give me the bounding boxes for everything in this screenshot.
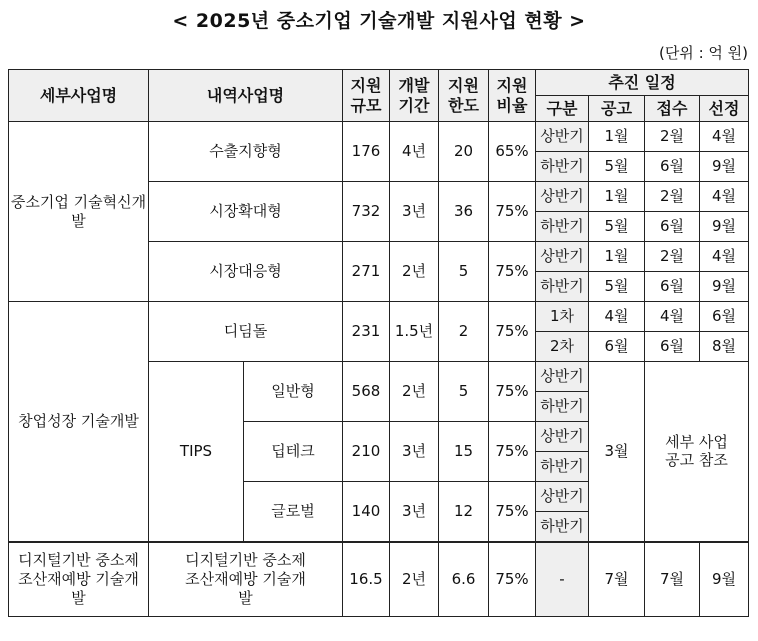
- header-division: 구분: [536, 96, 589, 122]
- period-cell: 2년: [390, 362, 439, 422]
- division-cell: 상반기: [536, 362, 589, 392]
- program-startup: 창업성장 기술개발: [9, 302, 149, 542]
- unit-label: (단위 : 억 원): [658, 44, 748, 62]
- division-cell: 상반기: [536, 422, 589, 452]
- receipt-cell: 6월: [645, 272, 700, 302]
- header-notice: 공고: [589, 96, 645, 122]
- notice-cell: 7월: [589, 542, 645, 617]
- division-cell: 하반기: [536, 152, 589, 182]
- ratio-cell: 75%: [489, 182, 536, 242]
- notice-cell: 1월: [589, 182, 645, 212]
- ratio-cell: 75%: [489, 362, 536, 422]
- limit-cell: 5: [439, 242, 489, 302]
- period-cell: 1.5년: [390, 302, 439, 362]
- division-cell: 상반기: [536, 122, 589, 152]
- scale-cell: 210: [343, 422, 390, 482]
- receipt-cell: 2월: [645, 242, 700, 272]
- header-scale: 지원 규모: [343, 70, 390, 122]
- receipt-cell: 6월: [645, 152, 700, 182]
- division-cell: 상반기: [536, 182, 589, 212]
- receipt-cell: 2월: [645, 182, 700, 212]
- division-cell: 하반기: [536, 212, 589, 242]
- scale-cell: 140: [343, 482, 390, 542]
- division-cell: 하반기: [536, 452, 589, 482]
- selection-cell: 4월: [700, 242, 749, 272]
- scale-cell: 231: [343, 302, 390, 362]
- subprogram-name: 글로벌: [244, 482, 343, 542]
- notice-cell: 4월: [589, 302, 645, 332]
- division-cell: 상반기: [536, 482, 589, 512]
- subprogram-name: 디딤돌: [149, 302, 343, 362]
- limit-cell: 6.6: [439, 542, 489, 617]
- tips-note-cell: 세부 사업공고 참조: [645, 362, 749, 542]
- selection-cell: 6월: [700, 302, 749, 332]
- receipt-cell: 6월: [645, 332, 700, 362]
- selection-cell: 9월: [700, 212, 749, 242]
- notice-cell: 5월: [589, 272, 645, 302]
- period-cell: 3년: [390, 182, 439, 242]
- notice-cell: 6월: [589, 332, 645, 362]
- subprogram-name: 딥테크: [244, 422, 343, 482]
- subprogram-name: 시장대응형: [149, 242, 343, 302]
- scale-cell: 271: [343, 242, 390, 302]
- selection-cell: 4월: [700, 182, 749, 212]
- ratio-cell: 75%: [489, 482, 536, 542]
- period-cell: 2년: [390, 242, 439, 302]
- scale-cell: 568: [343, 362, 390, 422]
- subprogram-name: 수출지향형: [149, 122, 343, 182]
- program-innovation: 중소기업 기술혁신개발: [9, 122, 149, 302]
- page-title: < 2025년 중소기업 기술개발 지원사업 현황 >: [172, 10, 586, 32]
- notice-cell: 5월: [589, 212, 645, 242]
- program-digital: 디지털기반 중소제조산재예방 기술개발: [9, 542, 149, 617]
- header-selection: 선정: [700, 96, 749, 122]
- selection-cell: 4월: [700, 122, 749, 152]
- division-cell: 1차: [536, 302, 589, 332]
- ratio-cell: 65%: [489, 122, 536, 182]
- scale-cell: 732: [343, 182, 390, 242]
- subprogram-name: 일반형: [244, 362, 343, 422]
- ratio-cell: 75%: [489, 242, 536, 302]
- header-period: 개발 기간: [390, 70, 439, 122]
- selection-cell: 9월: [700, 542, 749, 617]
- division-cell: 하반기: [536, 392, 589, 422]
- header-receipt: 접수: [645, 96, 700, 122]
- limit-cell: 2: [439, 302, 489, 362]
- receipt-cell: 4월: [645, 302, 700, 332]
- division-cell: 하반기: [536, 512, 589, 542]
- header-ratio: 지원 비율: [489, 70, 536, 122]
- ratio-cell: 75%: [489, 302, 536, 362]
- period-cell: 2년: [390, 542, 439, 617]
- tips-notice-cell: 3월: [589, 362, 645, 542]
- ratio-cell: 75%: [489, 422, 536, 482]
- limit-cell: 20: [439, 122, 489, 182]
- notice-cell: 5월: [589, 152, 645, 182]
- subprogram-name: 디지털기반 중소제조산재예방 기술개발: [149, 542, 343, 617]
- selection-cell: 9월: [700, 272, 749, 302]
- period-cell: 3년: [390, 482, 439, 542]
- limit-cell: 36: [439, 182, 489, 242]
- header-subprogram: 내역사업명: [149, 70, 343, 122]
- header-schedule: 추진 일정: [536, 70, 749, 96]
- period-cell: 3년: [390, 422, 439, 482]
- division-cell: -: [536, 542, 589, 617]
- subprogram-name: 시장확대형: [149, 182, 343, 242]
- receipt-cell: 6월: [645, 212, 700, 242]
- receipt-cell: 7월: [645, 542, 700, 617]
- limit-cell: 12: [439, 482, 489, 542]
- support-program-table: [8, 69, 749, 617]
- ratio-cell: 75%: [489, 542, 536, 617]
- header-program: 세부사업명: [9, 70, 149, 122]
- scale-cell: 176: [343, 122, 390, 182]
- notice-cell: 1월: [589, 242, 645, 272]
- period-cell: 4년: [390, 122, 439, 182]
- scale-cell: 16.5: [343, 542, 390, 617]
- notice-cell: 1월: [589, 122, 645, 152]
- selection-cell: 9월: [700, 152, 749, 182]
- header-limit: 지원 한도: [439, 70, 489, 122]
- limit-cell: 15: [439, 422, 489, 482]
- tips-label: TIPS: [149, 362, 244, 542]
- receipt-cell: 2월: [645, 122, 700, 152]
- division-cell: 상반기: [536, 242, 589, 272]
- division-cell: 2차: [536, 332, 589, 362]
- division-cell: 하반기: [536, 272, 589, 302]
- limit-cell: 5: [439, 362, 489, 422]
- selection-cell: 8월: [700, 332, 749, 362]
